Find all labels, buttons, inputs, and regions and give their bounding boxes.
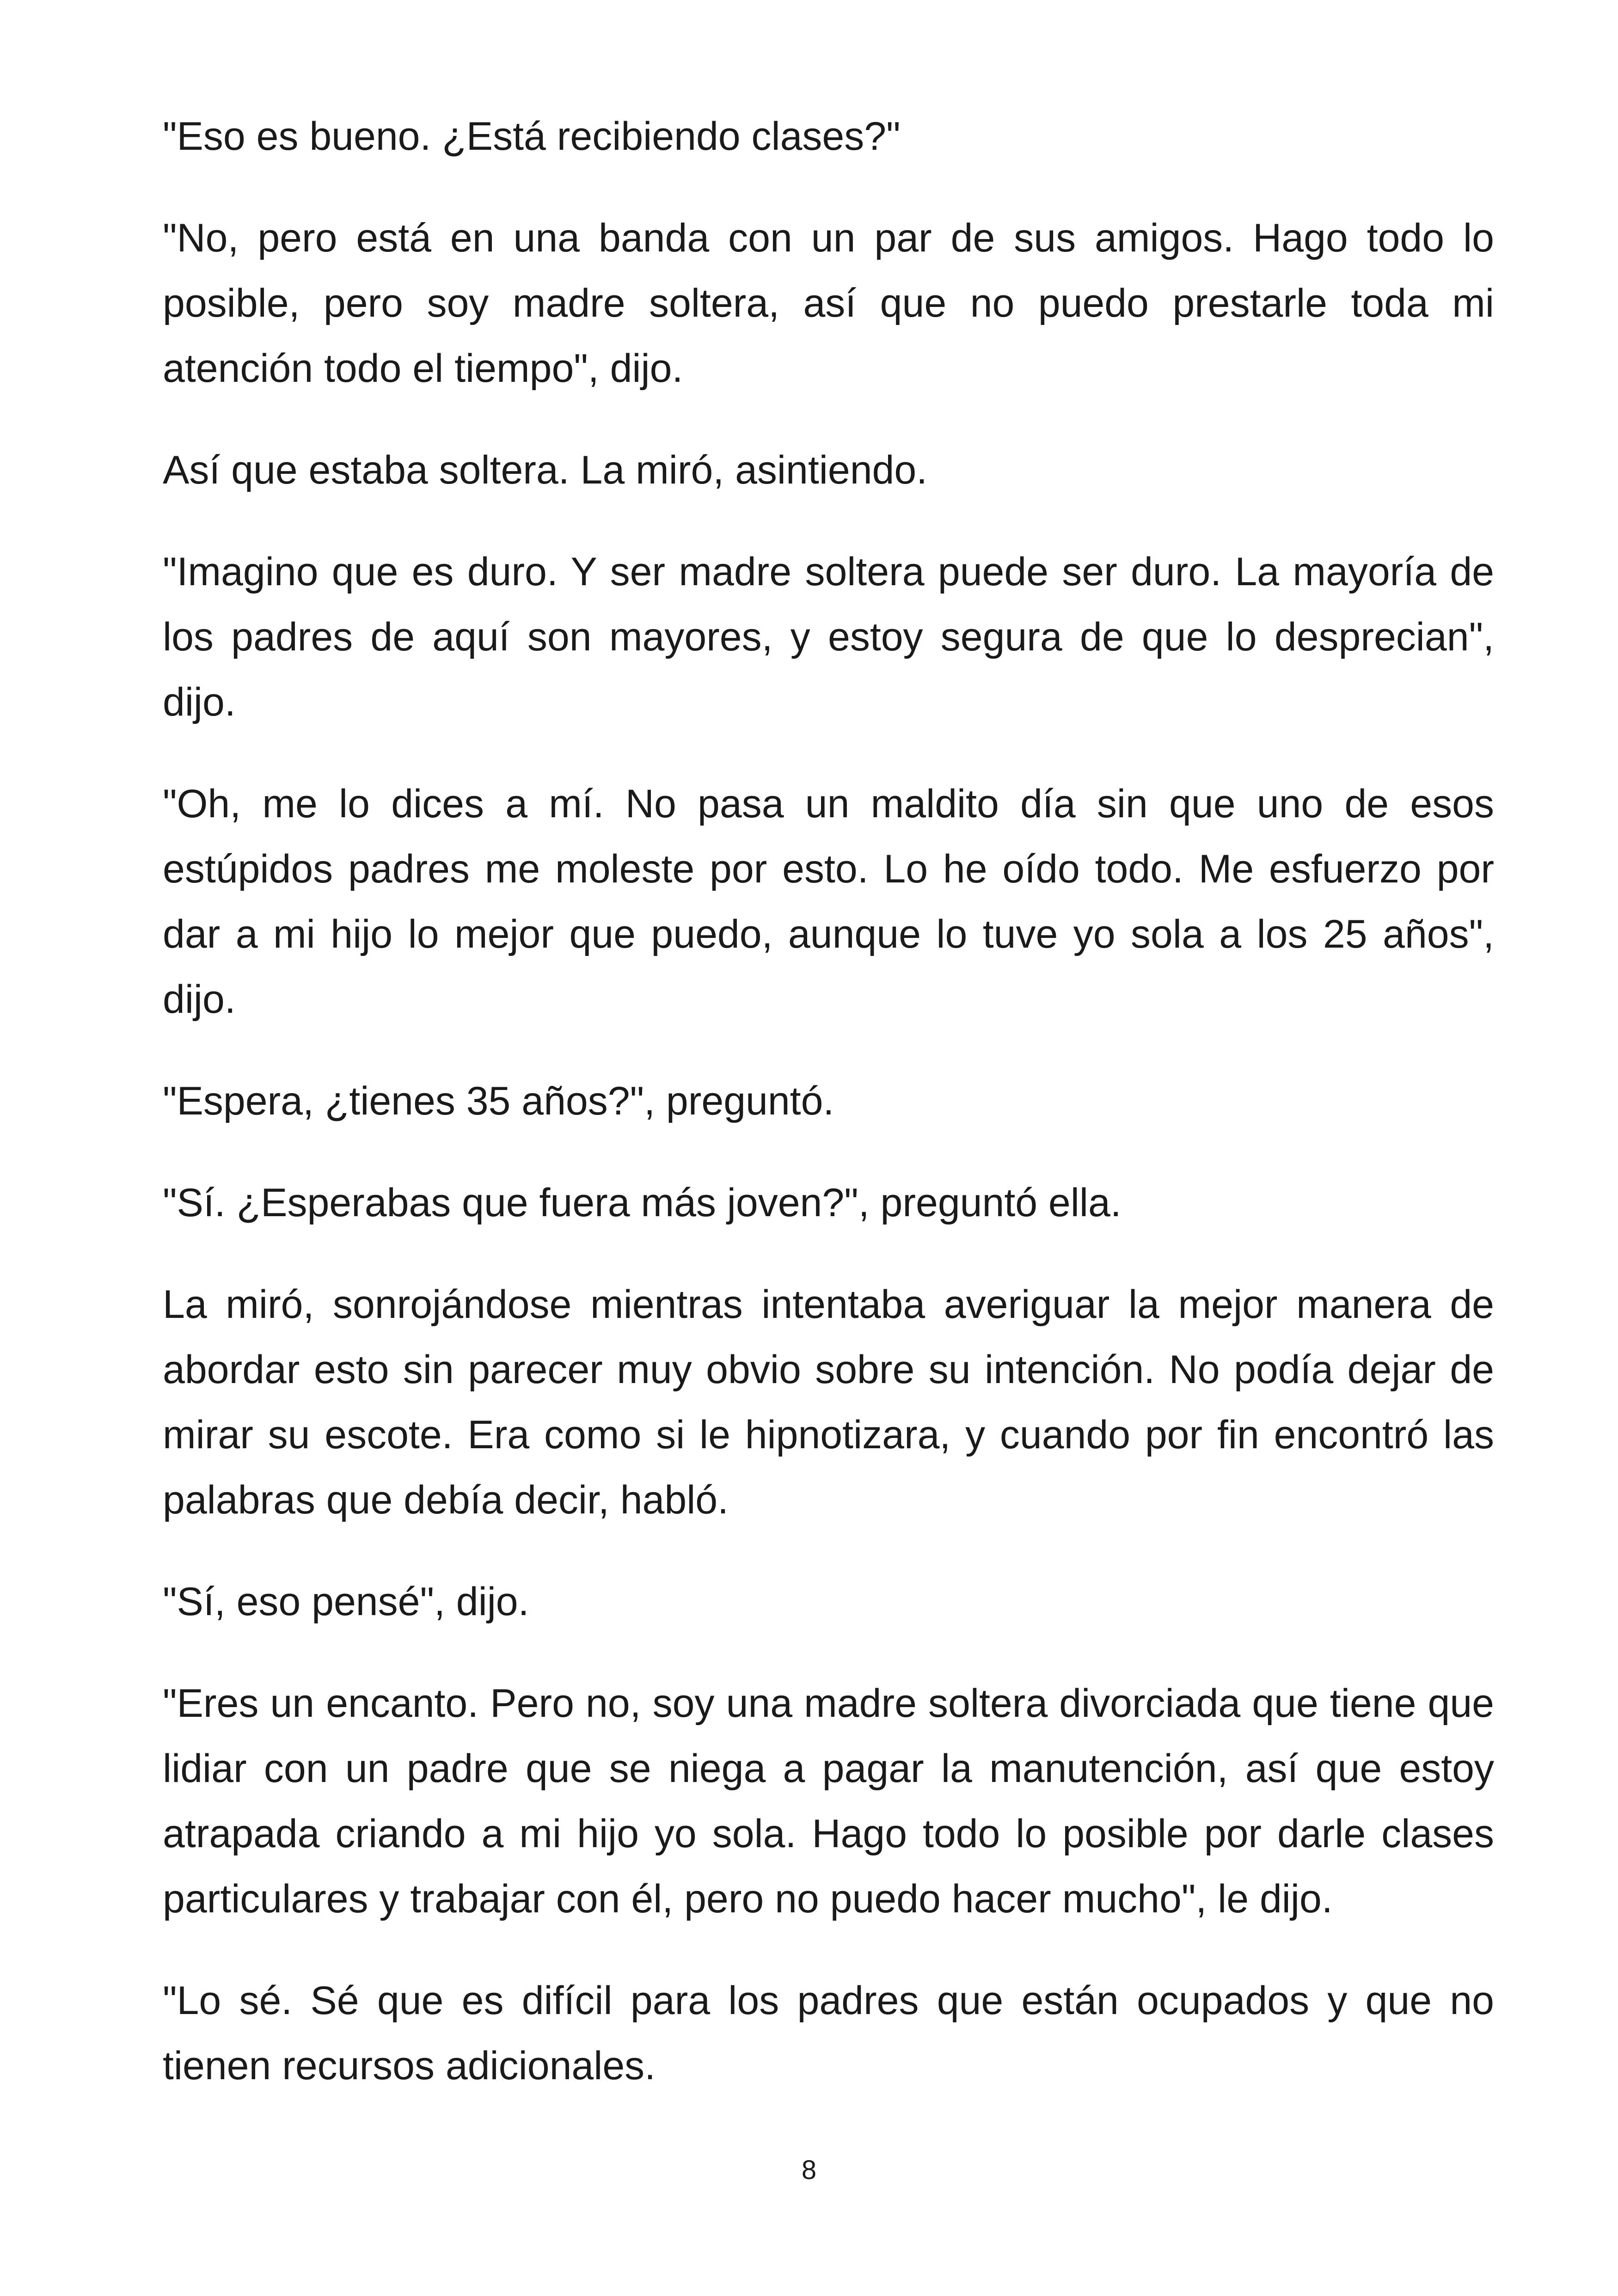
- paragraph: "No, pero está en una banda con un par de sus amigos. Hago todo lo posible, pero soy madre soltera, así que no puedo prestarle toda mi atención todo el tiempo", dijo.: [163, 216, 1494, 391]
- paragraph: "Sí, eso pensé", dijo.: [163, 1580, 529, 1624]
- paragraph: "Espera, ¿tienes 35 años?", preguntó.: [163, 1079, 834, 1123]
- paragraph: "Eres un encanto. Pero no, soy una madre soltera divorciada que tiene que lidiar con un padre que se niega a pagar la manutención, así que estoy atrapada criando a mi hijo yo sola. Hago todo lo posible por darle clases particulares y trabajar con él, pero no puedo hacer mucho", le dijo.: [163, 1681, 1494, 1921]
- paragraph: Así que estaba soltera. La miró, asintiendo.: [163, 448, 928, 492]
- paragraph: "Sí. ¿Esperabas que fuera más joven?", preguntó ella.: [163, 1181, 1122, 1225]
- paragraph: "Lo sé. Sé que es difícil para los padres que están ocupados y que no tienen recursos adicionales.: [163, 1978, 1494, 2088]
- page-number: 8: [801, 2155, 817, 2185]
- paragraph: "Eso es bueno. ¿Está recibiendo clases?": [163, 114, 901, 159]
- paragraph: "Imagino que es duro. Y ser madre soltera puede ser duro. La mayoría de los padres de aquí son mayores, y estoy segura de que lo desprecian", dijo.: [163, 550, 1494, 724]
- paragraph: "Oh, me lo dices a mí. No pasa un maldito día sin que uno de esos estúpidos padres me moleste por esto. Lo he oído todo. Me esfuerzo por dar a mi hijo lo mejor que puedo, aunque lo tuve yo sola a los 25 años", dijo.: [163, 782, 1494, 1022]
- paragraph: La miró, sonrojándose mientras intentaba averiguar la mejor manera de abordar esto sin parecer muy obvio sobre su intención. No podía dejar de mirar su escote. Era como si le hipnotizara, y cuando por fin encontró las palabras que debía decir, habló.: [163, 1282, 1494, 1522]
- body-text: [163, 104, 1494, 2135]
